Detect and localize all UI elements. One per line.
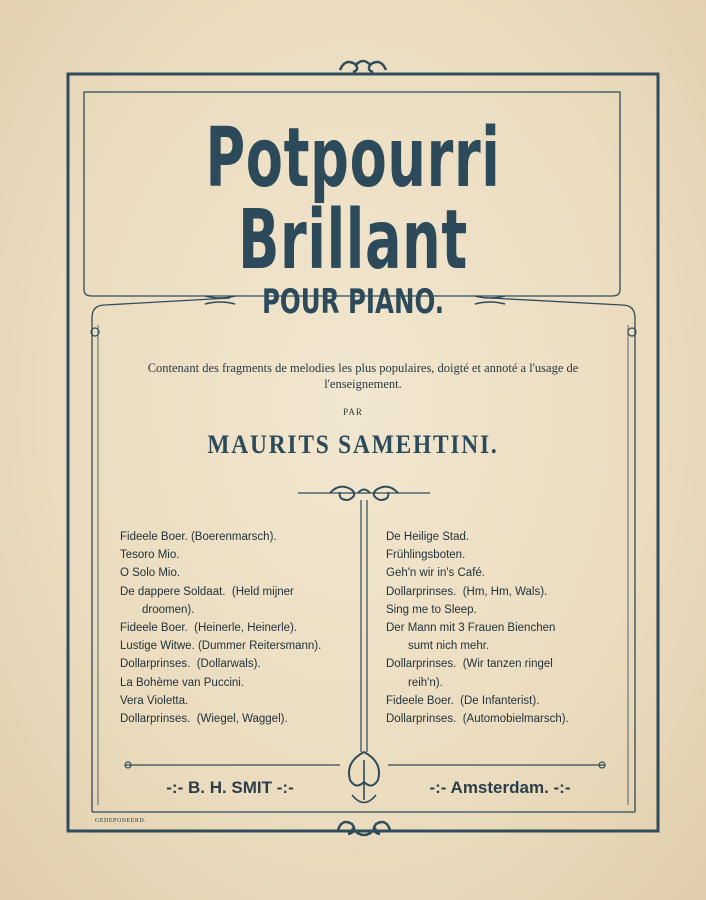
list-item: Dollarprinses. (Dollarwals). xyxy=(120,658,261,671)
list-item: Vera Violetta. xyxy=(120,694,189,707)
par-label: PAR xyxy=(343,407,363,417)
list-item: Geh'n wir in's Café. xyxy=(386,567,485,580)
center-divider xyxy=(361,500,367,752)
list-item: Fideele Boer. (Heinerle, Heinerle). xyxy=(120,622,298,635)
list-item: Dollarprinses. (Wiegel, Waggel). xyxy=(120,713,288,726)
list-item: O Solo Mio. xyxy=(120,567,181,580)
page-title: Potpourri Brillant xyxy=(205,111,501,288)
list-item: De dappere Soldaat. (Held mijner droomen). xyxy=(120,585,294,616)
list-item: Sing me to Sleep. xyxy=(386,603,477,616)
list-item: De Heilige Stad. xyxy=(386,531,470,543)
top-ornament xyxy=(340,61,386,72)
description: Contenant des fragments de melodies les plus populaires, doigté et annoté a l'usage de l'enseignement. xyxy=(147,361,579,391)
composer-name: MAURITS SAMEHTINI. xyxy=(207,430,499,459)
subtitle: POUR PIANO. xyxy=(261,282,445,322)
publisher-city: -:- Amsterdam. -:- xyxy=(429,778,571,797)
list-item: Tesoro Mio. xyxy=(120,549,180,562)
list-item: Lustige Witwe. (Dummer Reitersmann). xyxy=(120,640,322,653)
list-item: Fideele Boer. (De Infanterist). xyxy=(386,694,540,707)
list-item: La Bohème van Puccini. xyxy=(120,676,245,689)
list-item: Dollarprinses. (Automobielmarsch). xyxy=(386,713,569,726)
list-item: Fideele Boer. (Boerenmarsch). xyxy=(120,531,277,543)
bottom-ornament xyxy=(338,822,390,835)
gedeponeerd-mark: GEDEPONEERD. xyxy=(95,818,147,824)
piece-list-right xyxy=(386,528,611,728)
list-item: Dollarprinses. (Wir tanzen ringel reih'n). xyxy=(386,658,553,689)
publisher-name: -:- B. H. SMIT -:- xyxy=(166,778,294,797)
piece-list-left xyxy=(120,528,360,728)
list-item: Frühlingsboten. xyxy=(386,549,466,562)
list-item: Der Mann mit 3 Frauen Bienchen sumt nich mehr. xyxy=(386,622,556,653)
list-item: Dollarprinses. (Hm, Hm, Wals). xyxy=(386,585,548,598)
